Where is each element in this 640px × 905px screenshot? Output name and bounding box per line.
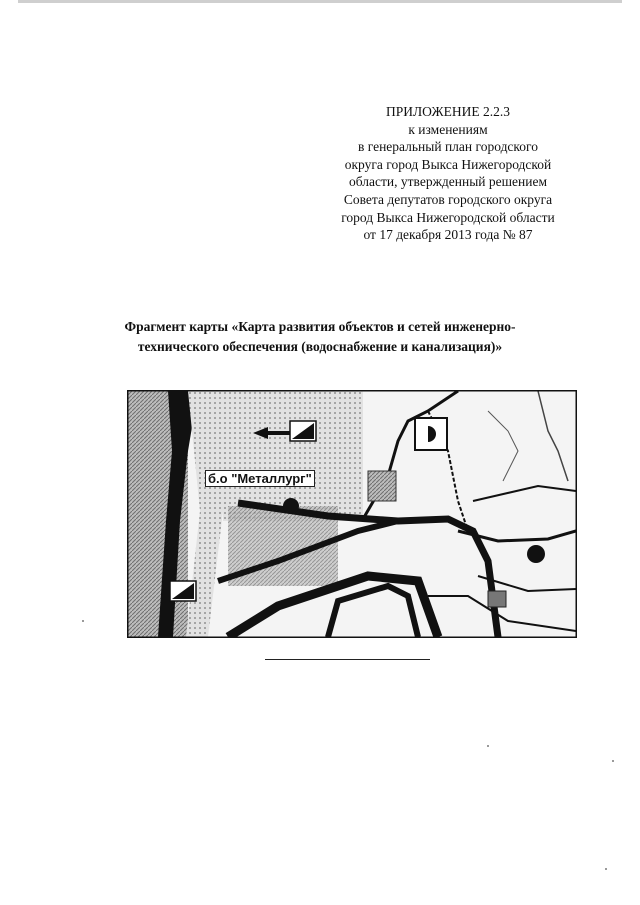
appendix-title: ПРИЛОЖЕНИЕ 2.2.3: [385, 104, 511, 119]
appendix-line: город Выкса Нижегородской области: [341, 209, 555, 225]
appendix-line: Совета депутатов городского округа: [343, 191, 553, 207]
appendix-line: области, утвержденный решением: [349, 174, 547, 190]
scan-speck: [82, 620, 84, 622]
map-fragment: [127, 390, 577, 638]
scan-speck: [605, 868, 607, 870]
scan-speck: [612, 760, 614, 762]
appendix-line: округа город Выкса Нижегородской: [344, 156, 552, 172]
appendix-line: в генеральный план городского: [357, 139, 538, 155]
signature-line: [265, 659, 430, 660]
scan-speck: [487, 745, 489, 747]
map-graphic: [128, 391, 576, 637]
appendix-line: к изменениям: [408, 121, 488, 137]
facility-dot-icon: [283, 498, 299, 514]
plot-boundary: [473, 486, 576, 501]
map-heading: [100, 317, 540, 357]
appendix-date-line: от 17 декабря 2013 года № 87: [363, 227, 533, 243]
scan-edge-line: [18, 0, 622, 3]
place-label: б.о "Металлург": [205, 470, 315, 487]
heading-line-1: Фрагмент карты «Карта развития объектов и сетей инженерно-: [124, 319, 516, 334]
facility-dot-icon-2: [527, 545, 545, 563]
heading-line-2: технического обеспечения (водоснабжение и канализация)»: [137, 339, 503, 354]
appendix-block: [300, 103, 596, 244]
